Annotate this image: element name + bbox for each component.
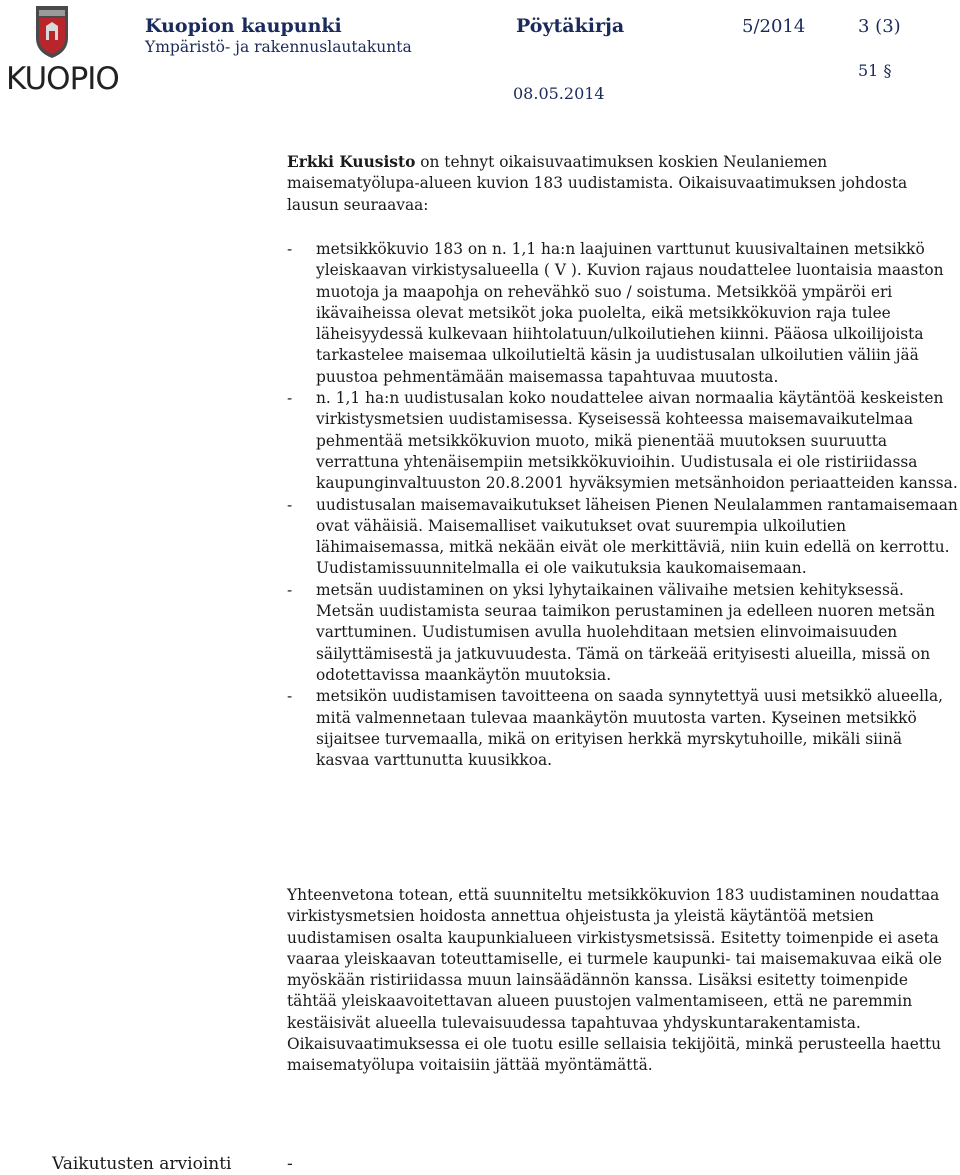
list-dash: - bbox=[287, 389, 293, 408]
document-type: Pöytäkirja bbox=[516, 15, 625, 37]
list-item bbox=[287, 388, 960, 494]
list-item bbox=[287, 580, 960, 686]
appellant-name: Erkki Kuusisto bbox=[287, 153, 416, 171]
list-item-text: metsikkökuvio 183 on n. 1,1 ha:n laajuinen varttunut kuusivaltainen metsikkö yleiskaavan virkistysalueella ( V ). Kuvion rajaus noudattelee luontaisia maaston muotoja ja maapohja on rehevähkö suo / soistuma. Metsikköä ympäröi eri ikävaiheissa olevat metsiköt joka puolelta, eikä metsikkökuvion raja tulee läheisyydessä kulkevaan hiihtolatuun/ulkoilutiehen kiinni. Pääosa ulkoilijoista tarkastelee maisemaa ulkoilutieltä käsin ja uudistusalan ulkoilutien väliin jää puustoa pehmentämään maisemassa tapahtuvaa muutosta. bbox=[316, 240, 944, 386]
board-name: Ympäristö- ja rakennuslautakunta bbox=[145, 38, 412, 56]
kuopio-logo bbox=[6, 4, 119, 97]
intro-text: on tehnyt oikaisuvaatimuksen koskien Neulaniemen maisematyölupa-alueen kuvion 183 uudistamista. Oikaisuvaatimuksen johdosta lausun seuraavaa: bbox=[287, 153, 908, 214]
list-item bbox=[287, 495, 960, 580]
list-dash: - bbox=[287, 687, 293, 706]
organization-name: Kuopion kaupunki bbox=[145, 15, 342, 37]
document-number: 5/2014 bbox=[742, 16, 806, 37]
list-item-text: metsän uudistaminen on yksi lyhytaikainen välivaihe metsien kehityksessä. Metsän uudistamista seuraa taimikon perustaminen ja edelleen nuoren metsän varttuminen. Uudistumisen avulla huolehditaan metsien elinvoimaisuuden säilyttämisestä ja jatkuvuudesta. Tämä on tärkeää erityisesti alueilla, missä on odotettavissa maankäytön muutoksia. bbox=[316, 580, 936, 684]
page-number: 3 (3) bbox=[858, 16, 901, 37]
section-number: 51 § bbox=[858, 61, 892, 80]
city-crest-icon bbox=[6, 4, 98, 62]
list-dash: - bbox=[287, 240, 293, 258]
list-item bbox=[287, 239, 960, 388]
summary-paragraph: Yhteenvetona totean, että suunniteltu metsikkökuvion 183 uudistaminen noudattaa virkistysmetsien hoidosta annettua ohjeistusta ja yleistä käytäntöä metsien uudistamisen osalta kaupunkialueen virkistysmetsissä. Esitetty toimenpide ei aseta vaaraa yleiskaavan toteuttamiselle, ei turmele kaupunki- tai maisemakuvaa eikä ole myöskään ristiriidassa muun lainsäädännön kanssa. Lisäksi esitetty toimenpide tähtää yleiskaavoitettavan alueen puustojen valmentamiseen, että ne paremmin kestäisivät alueella tulevaisuudessa tapahtuvaa yhdyskuntarakentamista. Oikaisuvaatimuksessa ei ole tuotu esille sellaisia tekijöitä, minkä perusteella haettu maisematyölupa voitaisiin jättää myöntämättä. bbox=[287, 886, 942, 1075]
list-item bbox=[287, 686, 960, 771]
list-item-text: n. 1,1 ha:n uudistusalan koko noudattelee aivan normaalia käytäntöä keskeisten virkistysmetsien uudistamisessa. Kyseisessä kohteessa maisemavaikutelmaa pehmentää metsikkökuvion muoto, mikä pienentää muutoksen suuruutta verrattuna yhtenäisempiin metsikkökuvioihin. Uudistusala ei ole ristiriidassa kaupunginvaltuuston 20.8.2001 hyväksymien metsänhoidon periaatteiden kanssa. bbox=[316, 389, 958, 493]
impact-assessment-label: Vaikutusten arviointi bbox=[52, 1154, 232, 1174]
logo-wordmark: KUOPIO bbox=[6, 61, 119, 97]
statement-list bbox=[287, 239, 960, 771]
list-item-text: metsikön uudistamisen tavoitteena on saada synnytettyä uusi metsikkö alueella, mitä valmennetaan tulevaa maankäytön muutosta varten. Kyseinen metsikkö sijaitsee turvemaalla, mikä on erityisen herkkä myrskytuhoille, mikäli siinä kasvaa varttunutta kuusikkoa. bbox=[316, 687, 944, 770]
list-dash: - bbox=[287, 495, 293, 514]
meeting-date: 08.05.2014 bbox=[513, 84, 605, 103]
impact-assessment-value: - bbox=[287, 1154, 293, 1174]
list-item-text: uudistusalan maisemavaikutukset läheisen Pienen Neulalammen rantamaisemaan ovat vähäisiä. Maisemalliset vaikutukset ovat suurempia ulkoilutien lähimaisemassa, mitkä nekään eivät ole merkittäviä, niin kuin edellä on kerrottu. Uudistamissuunnitelmalla ei ole vaikutuksia kaukomaisemaan. bbox=[316, 495, 958, 578]
intro-paragraph bbox=[287, 152, 949, 216]
list-dash: - bbox=[287, 580, 293, 599]
